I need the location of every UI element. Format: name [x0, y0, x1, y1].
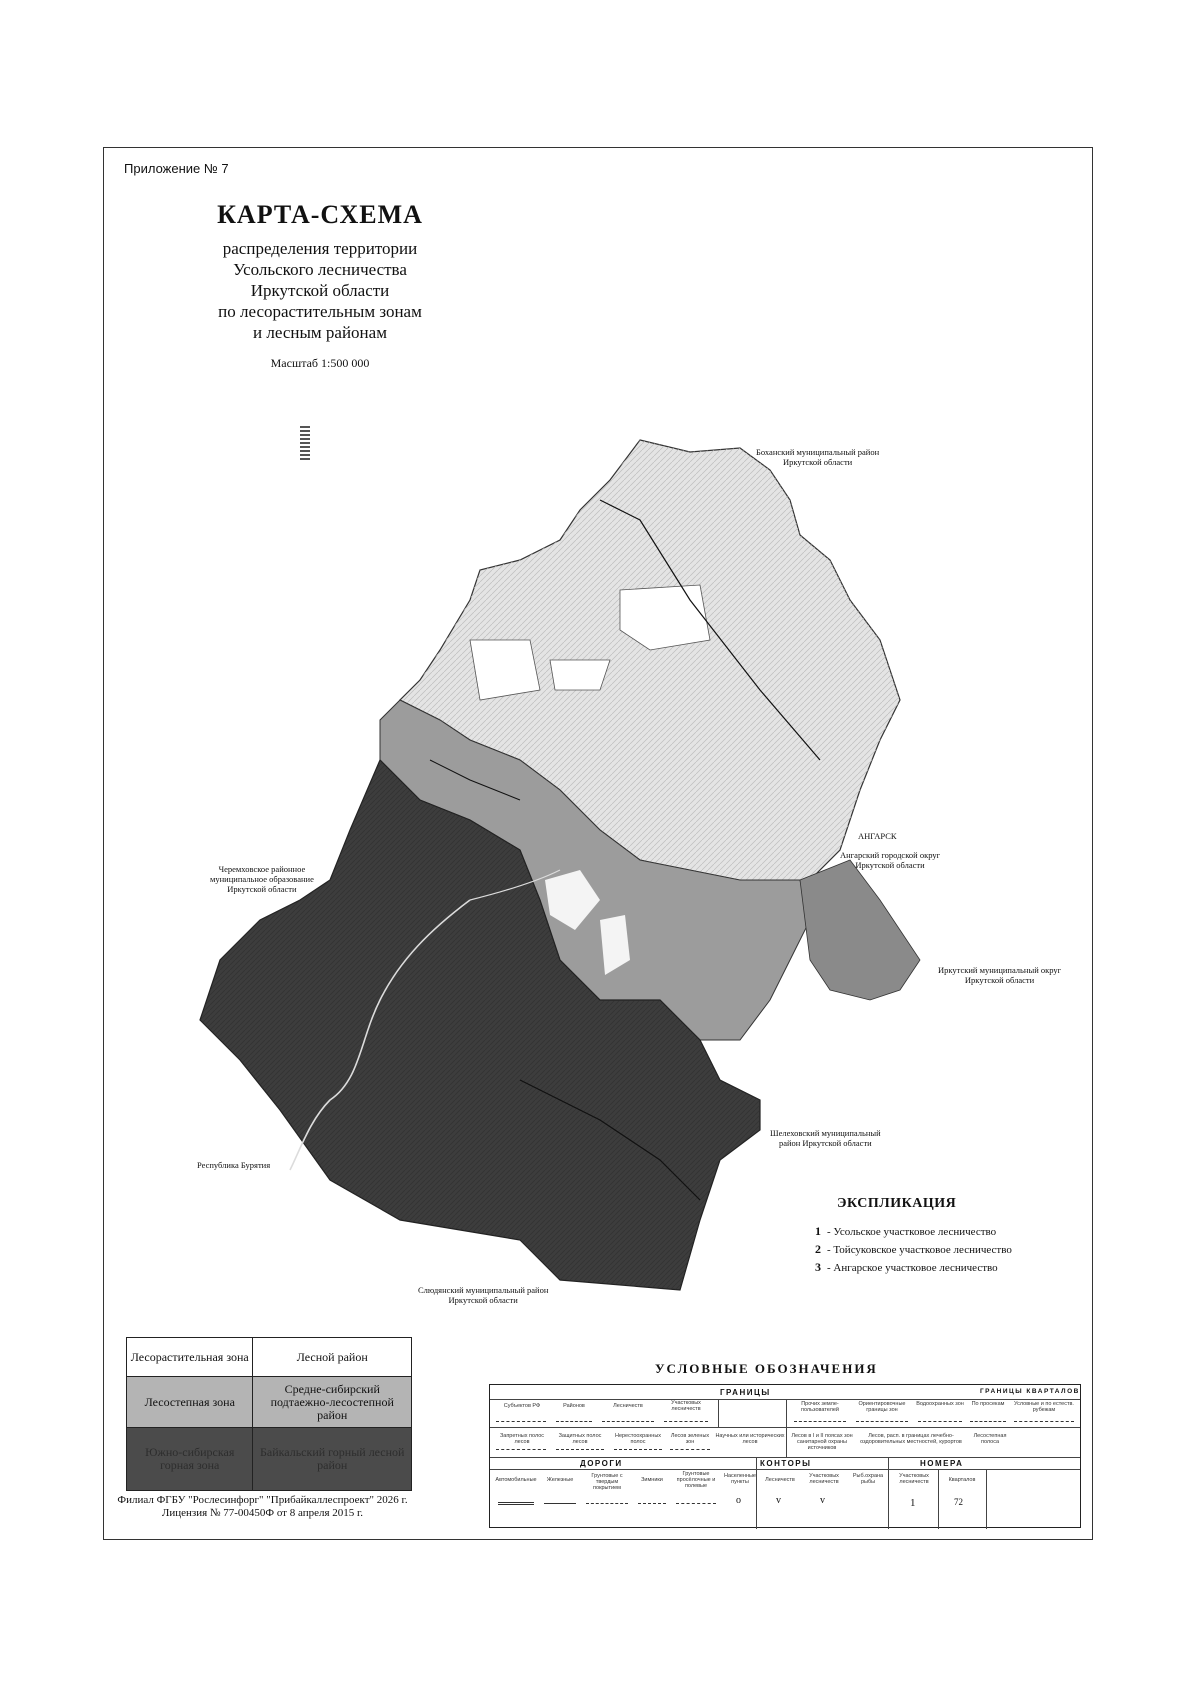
explication-num: 1: [815, 1224, 821, 1238]
legend-cell: Лесов в I и II поясах зон санитарной охраны источников: [791, 1433, 853, 1451]
legend-cell: Прочих земле-пользователей: [801, 1401, 839, 1413]
legend-cell: Лесов, расп. в границах лечебно-оздоровительных местностей, курортов: [860, 1433, 962, 1445]
zone-subtaiga-east: [800, 860, 920, 1000]
footer-line: Филиал ФГБУ "Рослесинфорг" "Прибайкаллеспроект" 2026 г.: [117, 1494, 408, 1506]
office-symbol-1: о: [736, 1495, 741, 1506]
explication-item: [815, 1224, 996, 1239]
legend-cell: Научных или исторических лесов: [715, 1433, 785, 1445]
map-title: КАРТА-СХЕМА: [217, 200, 423, 229]
enclave-area: [550, 660, 610, 690]
label-irkutsk: Иркутский муниципальный округ Иркутской области: [938, 965, 1062, 985]
subtitle-line: распределения территории: [222, 239, 418, 258]
appendix-label: Приложение № 7: [124, 161, 229, 176]
label-bokhan: Боханский муниципальный район Иркутской области: [756, 447, 880, 467]
quarter-number-sample: 72: [954, 1497, 963, 1507]
subtitle-line: Иркутской области: [250, 281, 390, 300]
legend-cell: Грунтовые с твердым покрытием: [591, 1473, 623, 1491]
legend-cell: Лесничеств: [613, 1403, 643, 1409]
legend-cell: Автомобильные: [495, 1477, 537, 1483]
explication-item: [815, 1260, 998, 1275]
legend-cell: Субъектов РФ: [503, 1403, 541, 1409]
legend-section-quarters: ГРАНИЦЫ КВАРТАЛОВ: [980, 1388, 1080, 1395]
legend-cell: Участковых лесничеств: [899, 1473, 929, 1485]
legend-cell: По просекам: [971, 1401, 1005, 1407]
zones-table: [126, 1337, 412, 1491]
zone-cell: Южно-сибирская горная зона: [127, 1428, 253, 1491]
legend-cell: Нерестоохранных полос: [614, 1433, 662, 1445]
office-symbol-2: v: [776, 1495, 781, 1506]
legend-cell: Защитных полос лесов: [558, 1433, 602, 1445]
legend-cell: Лесов зеленых зон: [670, 1433, 710, 1445]
legend-title: УСЛОВНЫЕ ОБОЗНАЧЕНИЯ: [655, 1361, 878, 1376]
legend-cell: Железные: [546, 1477, 574, 1483]
legend-cell: Кварталов: [948, 1477, 976, 1483]
legend-cell: Условные и по естеств. рубежам: [1014, 1401, 1074, 1413]
map-scale: Масштаб 1:500 000: [270, 356, 370, 370]
legend-cell: Населенные пункты: [723, 1473, 756, 1485]
label-slyudyanka: Слюдянский муниципальный район Иркутской области: [418, 1285, 549, 1305]
district-cell: Средне-сибирский подтаежно-лесостепной район: [253, 1377, 412, 1428]
explication-num: 2: [815, 1242, 821, 1256]
subtitle-line: Усольского лесничества: [233, 260, 407, 279]
footer: [105, 1494, 420, 1520]
legend-cell: Лесничеств: [765, 1477, 795, 1483]
explication-num: 3: [815, 1260, 821, 1274]
legend-cell: Запретных полос лесов: [499, 1433, 545, 1445]
legend-box: [489, 1384, 1081, 1528]
label-cheremkhovo: Черемховское районное муниципальное образование Иркутской области: [210, 864, 314, 894]
label-angarsk: Ангарский городской округ Иркутской области: [840, 850, 941, 870]
legend-cell: Грунтовые просёлочные и полевые: [676, 1471, 716, 1489]
legend-cell: Ориентировочные границы зон: [858, 1401, 906, 1413]
legend-section-numbers: НОМЕРА: [920, 1459, 964, 1468]
office-symbol-3: v: [820, 1495, 825, 1506]
district-cell: Байкальский горный лесной район: [253, 1428, 412, 1491]
explication-text: - Тойсуковское участковое лесничество: [827, 1244, 1012, 1256]
label-buryatia: Республика Бурятия: [197, 1160, 271, 1170]
explication-title: ЭКСПЛИКАЦИЯ: [837, 1196, 957, 1211]
legend-section-borders: ГРАНИЦЫ: [720, 1388, 771, 1397]
footer-line: Лицензия № 77-00450Ф от 8 апреля 2015 г.: [161, 1507, 364, 1519]
subtitle-line: по лесорастительным зонам: [218, 302, 422, 321]
legend-cell: Районов: [563, 1403, 585, 1409]
legend-cell: Участковых лесничеств: [671, 1400, 701, 1412]
enclave-area: [470, 640, 540, 700]
legend-section-roads: ДОРОГИ: [580, 1459, 623, 1468]
zones-header-district: Лесной район: [253, 1338, 412, 1377]
subtitle-line: и лесным районам: [253, 323, 387, 342]
legend-cell: Участковых лесничеств: [809, 1473, 839, 1485]
zone-cell: Лесостепная зона: [127, 1377, 253, 1428]
explication-item: [815, 1242, 1012, 1257]
label-shelekhov: Шелеховский муниципальный район Иркутской области: [770, 1128, 881, 1148]
zones-header-zone: Лесорастительная зона: [127, 1338, 253, 1377]
legend-section-offices: КОНТОРЫ: [760, 1459, 812, 1468]
legend-cell: Лесостепная полоса: [973, 1433, 1007, 1445]
explication-text: - Усольское участковое лесничество: [827, 1226, 997, 1238]
legend-cell: Водоохранных зон: [916, 1401, 964, 1407]
legend-cell: Рыб.охрана рыбы: [852, 1473, 884, 1485]
unit-number-sample: 1: [910, 1497, 916, 1509]
legend-cell: Зимники: [641, 1477, 663, 1483]
label-angarsk-town: АНГАРСК: [858, 831, 897, 841]
explication-text: - Ангарское участковое лесничество: [827, 1262, 998, 1274]
